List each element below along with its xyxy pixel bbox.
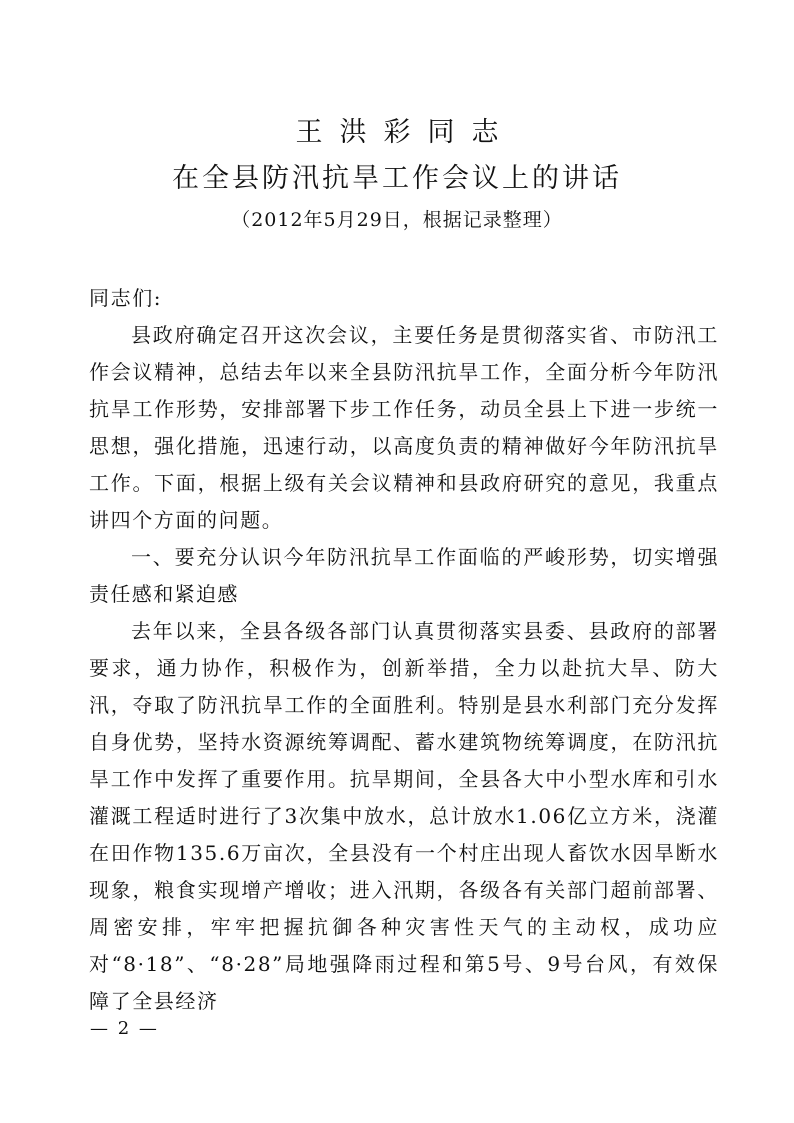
page-number: — 2 — [90,1018,159,1039]
speech-body [89,280,719,1020]
section-paragraph: 去年以来，全县各级各部门认真贯彻落实县委、县政府的部署要求，通力协作，积极作为，创新举措，全力以赴抗大旱、防大汛，夺取了防汛抗旱工作的全面胜利。特别是县水利部门充分发挥自身优势，坚持水资源统筹调配、蓄水建筑物统筹调度，在防汛抗旱工作中发挥了重要作用。抗旱期间，全县各大中小型水库和引水灌溉工程适时进行了3次集中放水，总计放水1.06亿立方米，浇灌在田作物135.6万亩次，全县没有一个村庄出现人畜饮水因旱断水现象，粮食实现增产增收；进入汛期，各级各有关部门超前部署、周密安排，牢牢把握抗御各种灾害性天气的主动权，成功应对“8·18”、“8·28”局地强降雨过程和第5号、9号台风，有效保障了全县经济 [89,619,719,1013]
speaker-title: 王洪彩同志 [295,117,516,148]
salutation: 同志们: [89,286,163,310]
section-heading: 一、要充分认识今年防汛抗旱工作面临的严峻形势，切实增强责任感和紧迫感 [89,545,719,606]
speech-title: 在全县防汛抗旱工作会议上的讲话 [172,163,622,194]
intro-paragraph: 县政府确定召开这次会议，主要任务是贯彻落实省、市防汛工作会议精神，总结去年以来全县防汛抗旱工作，全面分析今年防汛抗旱工作形势，安排部署下步工作任务，动员全县上下进一步统一思想，强化措施，迅速行动，以高度负责的精神做好今年防汛抗旱工作。下面，根据上级有关会议精神和县政府研究的意见，我重点讲四个方面的问题。 [89,323,719,532]
speech-date-note: （2012年5月29日，根据记录整理） [231,209,563,231]
